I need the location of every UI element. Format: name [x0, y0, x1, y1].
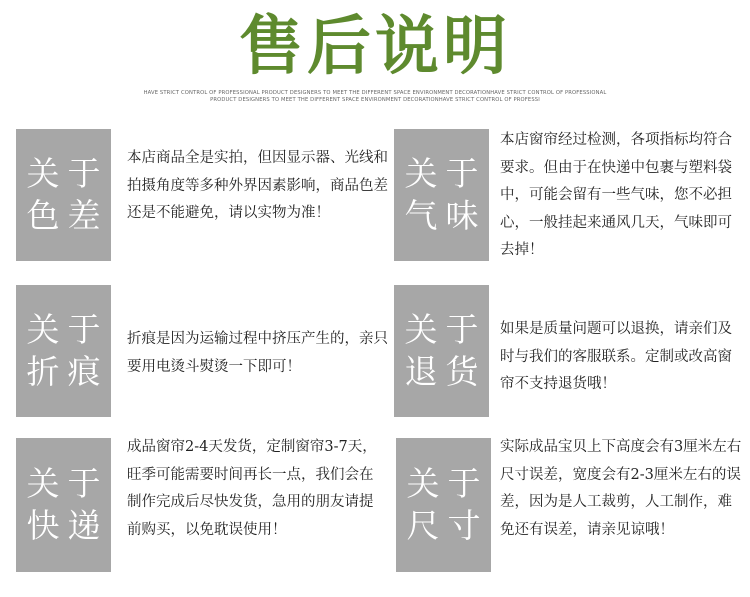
tile-label-line1: 关于 — [26, 464, 109, 503]
description-shipping: 成品窗帘2-4天发货，定制窗帘3-7天，旺季可能需要时间再长一点，我们会在制作完成后尽快发货，急用的朋友请提前购买，以免耽误使用！ — [127, 439, 377, 538]
page-title: 售后说明 — [239, 10, 511, 84]
tile-label-line2: 尺寸 — [406, 506, 489, 545]
tile-label-line2: 气味 — [404, 196, 487, 235]
description-returns: 如果是质量问题可以退换，请亲们及时与我们的客服联系。定制或改高窗帘不支持退货哦！ — [500, 321, 732, 392]
description-color-difference: 本店商品全是实拍，但因显示器、光线和拍摄角度等多种外界因素影响，商品色差还是不能避免，请以实物为准！ — [127, 150, 388, 221]
tile-label-line1: 关于 — [406, 464, 489, 503]
label-tile-size — [396, 438, 491, 572]
label-tile-returns — [394, 285, 489, 417]
tile-label-line1: 关于 — [26, 310, 109, 349]
label-tile-creases — [16, 285, 111, 417]
header-subtitle-line-1: HAVE STRICT CONTROL OF PROFESSIONAL PRODUCT DESIGNERS TO MEET THE DIFFERENT SPACE ENVIRONMENT DECORATIONHAVE STRICT CONTROL OF PROFESSIONAL — [143, 90, 607, 96]
description-creases: 折痕是因为运输过程中挤压产生的，亲只要用电烫斗熨烫一下即可！ — [127, 331, 388, 375]
tile-label-line2: 快递 — [26, 506, 109, 545]
tile-label-line1: 关于 — [404, 310, 487, 349]
tile-label-line1: 关于 — [404, 154, 487, 193]
tile-label-line2: 色差 — [26, 196, 109, 235]
tile-label-line1: 关于 — [26, 154, 109, 193]
header-subtitle-line-2: PRODUCT DESIGNERS TO MEET THE DIFFERENT SPACE ENVIRONMENT DECORATIONHAVE STRICT CONTROL OF PROFESSI — [210, 97, 540, 103]
label-tile-odor — [394, 129, 489, 261]
tile-label-line2: 折痕 — [26, 352, 109, 391]
tile-label-line2: 退货 — [404, 352, 487, 391]
label-tile-shipping — [16, 438, 111, 572]
label-tile-color-difference — [16, 129, 111, 261]
description-size: 实际成品宝贝上下高度会有3厘米左右尺寸误差，宽度会有2-3厘米左右的误差，因为是人工裁剪，人工制作，难免还有误差，请亲见谅哦！ — [500, 439, 742, 538]
description-odor: 本店窗帘经过检测，各项指标均符合要求。但由于在快递中包裹与塑料袋中，可能会留有一些气味，您不必担心，一般挂起来通风几天，气味即可去掉！ — [500, 132, 732, 258]
